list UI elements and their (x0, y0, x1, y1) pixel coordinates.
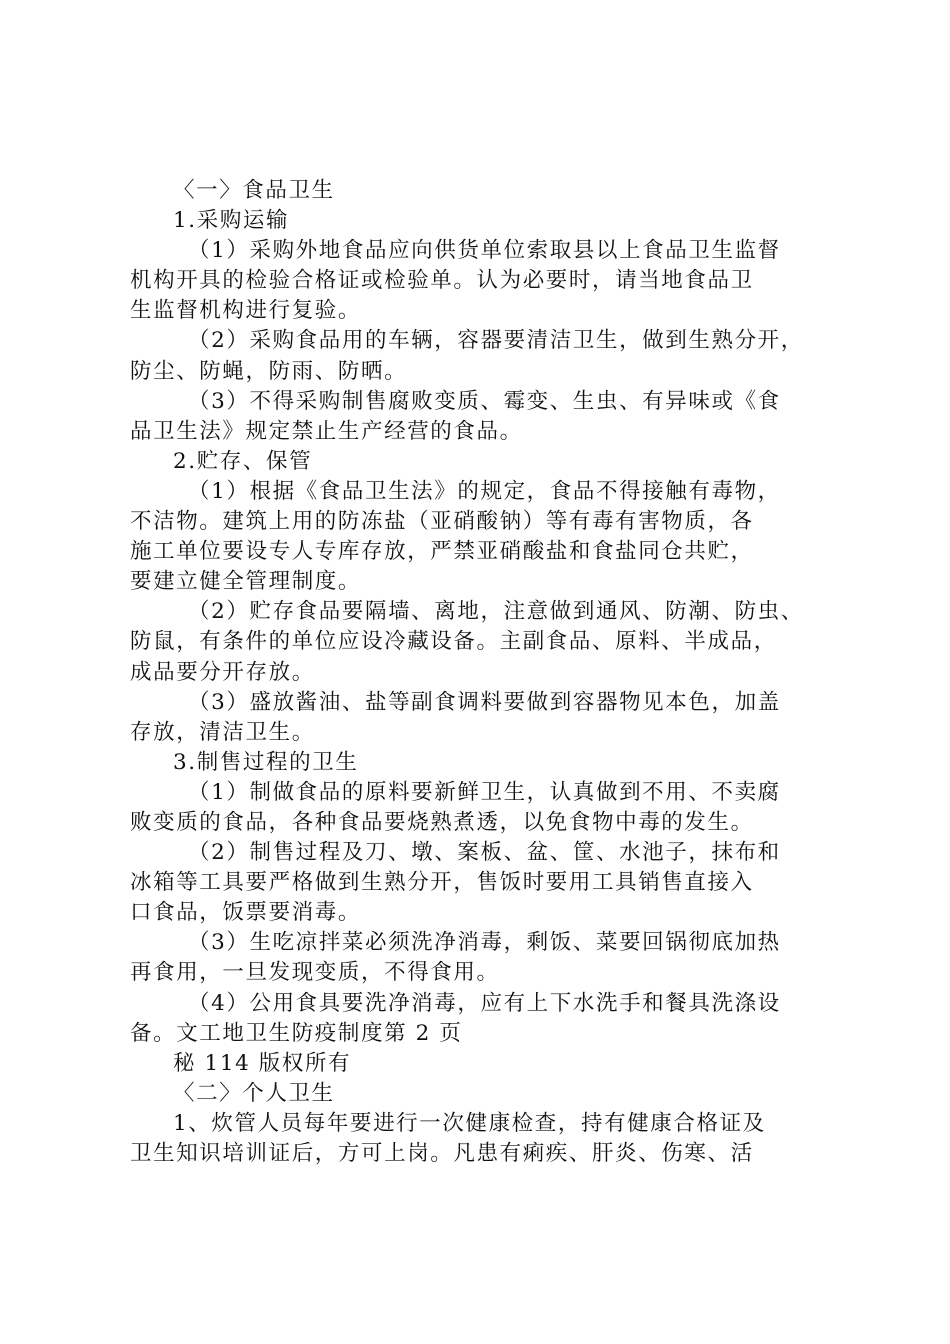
text-line: 1、炊管人员每年要进行一次健康检查，持有健康合格证及 (173, 1110, 766, 1136)
text-line: 2.贮存、保管 (173, 448, 313, 474)
text-line: （1）制做食品的原料要新鲜卫生，认真做到不用、不卖腐 (188, 779, 781, 805)
text-line: 〈一〉食品卫生 (173, 178, 335, 203)
text-line: 冰箱等工具要严格做到生熟分开，售饭时要用工具销售直接入 (130, 870, 754, 896)
text-line: 存放，清洁卫生。 (130, 719, 315, 745)
text-line: （1）根据《食品卫生法》的规定，食品不得接触有毒物， (188, 478, 781, 504)
text-line: （2）采购食品用的车辆，容器要清洁卫生，做到生熟分开， (188, 328, 804, 354)
text-line: （3）盛放酱油、盐等副食调料要做到容器物见本色，加盖 (188, 689, 781, 715)
text-line: 秘 114 版权所有 (173, 1050, 352, 1076)
text-line: （1）采购外地食品应向供货单位索取县以上食品卫生监督 (188, 238, 781, 264)
text-line: 要建立健全管理制度。 (130, 569, 362, 595)
text-line: 生监督机构进行复验。 (130, 298, 362, 324)
text-line: 口食品，饭票要消毒。 (130, 900, 362, 926)
text-line: （4）公用食具要洗净消毒，应有上下水洗手和餐具洗涤设 (188, 990, 781, 1016)
text-line: 防尘、防蝇，防雨、防晒。 (130, 358, 408, 384)
text-line: （2）贮存食品要隔墙、离地，注意做到通风、防潮、防虫、 (188, 599, 804, 625)
text-line: 不洁物。建筑上用的防冻盐（亚硝酸钠）等有毒有害物质，各 (130, 509, 754, 535)
text-line: 3.制售过程的卫生 (173, 749, 359, 775)
text-line: 再食用，一旦发现变质，不得食用。 (130, 960, 500, 986)
text-line: 卫生知识培训证后，方可上岗。凡患有痢疾、肝炎、伤寒、活 (130, 1141, 754, 1166)
text-line: 机构开具的检验合格证或检验单。认为必要时，请当地食品卫 (130, 268, 754, 294)
text-line: 防鼠，有条件的单位应设冷藏设备。主副食品、原料、半成品， (130, 629, 777, 655)
text-line: 败变质的食品，各种食品要烧熟煮透，以免食物中毒的发生。 (130, 809, 754, 835)
text-line: 〈二〉个人卫生 (173, 1080, 335, 1106)
text-line: （3）不得采购制售腐败变质、霉变、生虫、有异味或《食 (188, 388, 781, 414)
text-line: （3）生吃凉拌菜必须洗净消毒，剩饭、菜要回锅彻底加热 (188, 930, 781, 956)
text-line: （2）制售过程及刀、墩、案板、盆、筐、水池子，抹布和 (188, 840, 781, 866)
text-line: 备。文工地卫生防疫制度第 2 页 (130, 1020, 463, 1046)
text-line: 施工单位要设专人专库存放，严禁亚硝酸盐和食盐同仓共贮， (130, 539, 754, 565)
document-body (130, 176, 830, 1169)
text-line: 成品要分开存放。 (130, 659, 315, 685)
text-line: 品卫生法》规定禁止生产经营的食品。 (130, 418, 523, 444)
text-line: 1.采购运输 (173, 208, 290, 234)
